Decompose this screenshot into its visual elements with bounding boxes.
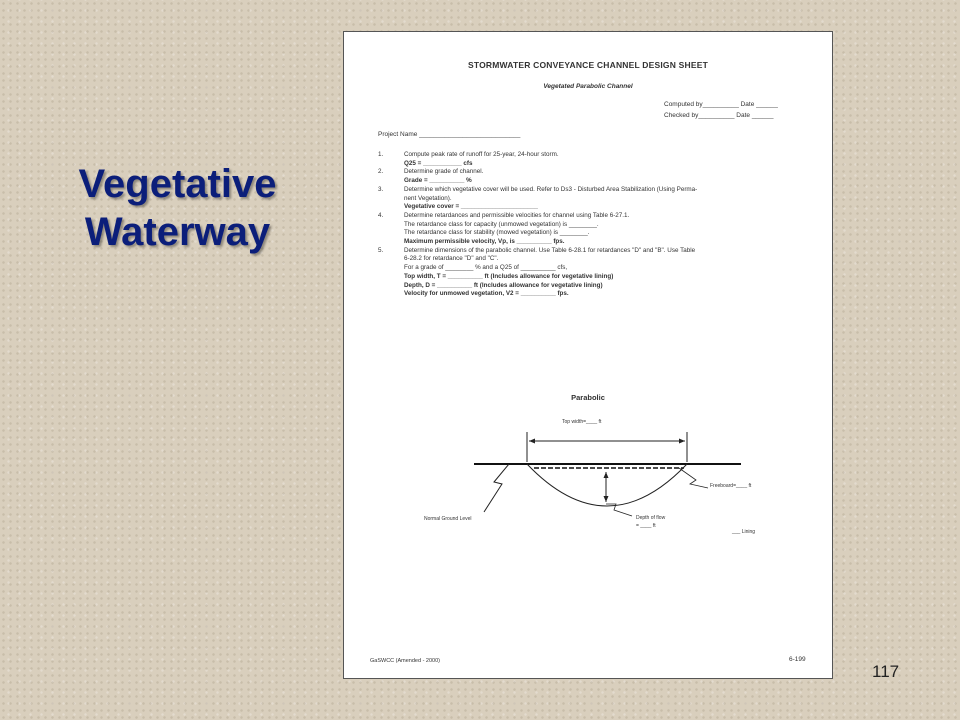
step-line: Determine retardances and permissible velocities for channel using Table 6-27.1. [404,211,630,219]
step-line: Depth, D = __________ ft (Includes allowance for vegetative lining) [404,281,603,289]
step-line: Compute peak rate of runoff for 25-year, 24-hour storm. [404,151,559,158]
computed-by-line: Computed by__________ Date ______ [664,101,778,108]
document-heading: STORMWATER CONVEYANCE CHANNEL DESIGN SHEET [468,60,708,70]
step-line: For a grade of ________ % and a Q25 of __________ cfs, [404,264,568,272]
step-number: 4. [378,211,384,219]
step-line: Vegetative cover = ______________________ [404,203,538,211]
design-sheet-document [343,31,833,679]
step-line: nent Vegetation). [404,194,452,202]
slide-title-line1: Vegetative [78,162,277,206]
parabolic-channel-diagram [344,32,833,679]
step-line: Maximum permissible velocity, Vp, is __________ fps. [404,238,565,246]
step-line: 6-28.2 for retardance "D" and "C". [404,255,499,263]
arrow-left [529,439,535,444]
freeboard-leader [679,468,708,488]
ground-leader [484,464,509,512]
slide-page-number: 117 [872,662,900,681]
depth-arrow-bottom [604,496,609,502]
slide-title [60,160,295,256]
freeboard-label: Freeboard=____ ft [710,483,752,489]
step-line: The retardance class for stability (mowed vegetation) is ________. [404,229,590,237]
arrow-right [679,439,685,444]
step-line: Determine grade of channel. [404,168,484,176]
step-number: 5. [378,246,384,254]
normal-ground-level-label: Normal Ground Level [424,516,472,522]
step-line: The retardance class for capacity (unmowed vegetation) is ________. [404,220,599,228]
checked-by-line: Checked by__________ Date ______ [664,112,774,119]
slide-title-line2: Waterway [84,210,271,254]
step-line: Velocity for unmowed vegetation, V2 = __________ fps. [404,290,569,298]
step-line: Determine which vegetative cover will be used. Refer to Ds3 - Disturbed Area Stabilization (Using Perma- [404,185,698,193]
step-line: Grade = __________ % [404,177,472,185]
diagram-title: Parabolic [571,393,605,402]
lining-label: ___ Lining [732,529,756,535]
step-number: 2. [378,168,384,176]
document-footer-source: GaSWCC (Amended - 2000) [370,658,440,664]
step-line: Top width, T = __________ ft (Includes allowance for vegetative lining) [404,272,614,280]
step-line: Determine dimensions of the parabolic channel. Use Table 6-28.1 for retardances "D" and "B". Use Table [404,246,696,254]
project-name-line: Project Name ____________________________ [378,131,521,138]
depth-of-flow-label: Depth of flow [636,515,666,521]
step-line: Q25 = ___________ cfs [404,159,473,167]
step-number: 1. [378,151,384,158]
document-page-number: 6-199 [789,656,806,663]
parabolic-channel-outline [527,464,687,506]
document-subheading: Vegetated Parabolic Channel [543,83,633,90]
step-number: 3. [378,185,384,193]
top-width-label: Top width=____ ft [562,419,602,425]
depth-arrow-top [604,472,609,478]
depth-of-flow-value: = ____ ft [636,523,656,529]
